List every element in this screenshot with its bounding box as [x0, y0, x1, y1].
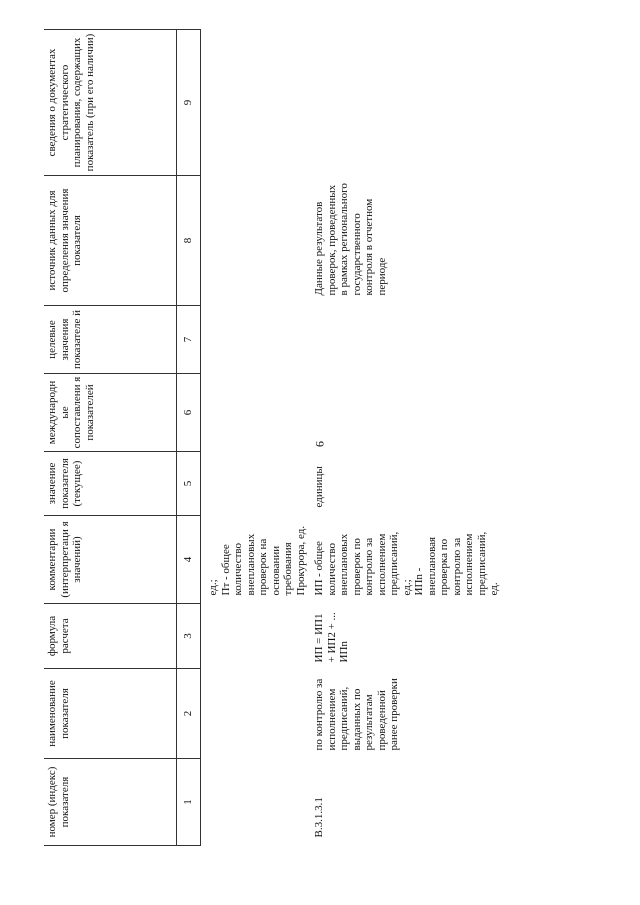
rotated-table-container: [44, 30, 624, 846]
indicator-comment: ИП - общее количество внеплановых проверок по контролю за исполнением предписаний, ед.; ИПn - внеплановая проверка по контролю за исполнением предписаний, ед.: [313, 531, 500, 596]
header-cell: целевые значения показателе й: [44, 306, 177, 374]
indicator-target: [307, 306, 501, 374]
header-row: [44, 30, 177, 846]
column-number: 6: [177, 374, 201, 452]
column-number: 4: [177, 516, 201, 604]
indicator-name: по контролю за исполнением предписаний, выданных по результатам проведенной ранее проверки: [313, 678, 400, 751]
header-cell: значение показателя (текущее): [44, 452, 177, 516]
column-number: 5: [177, 452, 201, 516]
column-number: 9: [177, 30, 201, 176]
continuation-comment: ед.; Пт - общее количество внеплановых проверок на основании требования Прокурора, ед.: [207, 525, 307, 596]
header-cell: наименование показателя: [44, 669, 177, 759]
column-number: 7: [177, 306, 201, 374]
column-number-row: [177, 30, 201, 846]
header-cell: сведения о документах стратегического планирования, содержащих показатель (при его наличии): [44, 30, 177, 176]
header-cell: источник данных для определения значения показателя: [44, 176, 177, 306]
indicator-formula: ИП = ИП1 + ИП2 + ... ИПn: [313, 612, 350, 663]
column-number: 2: [177, 669, 201, 759]
indicator-table: [44, 29, 501, 846]
column-number: 3: [177, 604, 201, 669]
indicator-source: Данные результатов проверок, проведенных в рамках регионального государственного контроля в отчетном периоде: [313, 183, 388, 296]
header-cell: международн ые сопоставлени я показателей: [44, 374, 177, 452]
indicator-documents: [307, 30, 501, 176]
indicator-value: единицы: [313, 466, 325, 508]
table-row: [307, 30, 501, 846]
page-number: 9: [313, 441, 327, 447]
header-cell: комментарии (интерпретаци я значений): [44, 516, 177, 604]
column-number: 8: [177, 176, 201, 306]
column-number: 1: [177, 759, 201, 846]
header-cell: номер (индекс) показателя: [44, 759, 177, 846]
indicator-international: [307, 374, 501, 452]
header-cell: формула расчета: [44, 604, 177, 669]
continuation-row: [201, 30, 308, 846]
indicator-index: В.3.1.3.1: [313, 797, 325, 838]
